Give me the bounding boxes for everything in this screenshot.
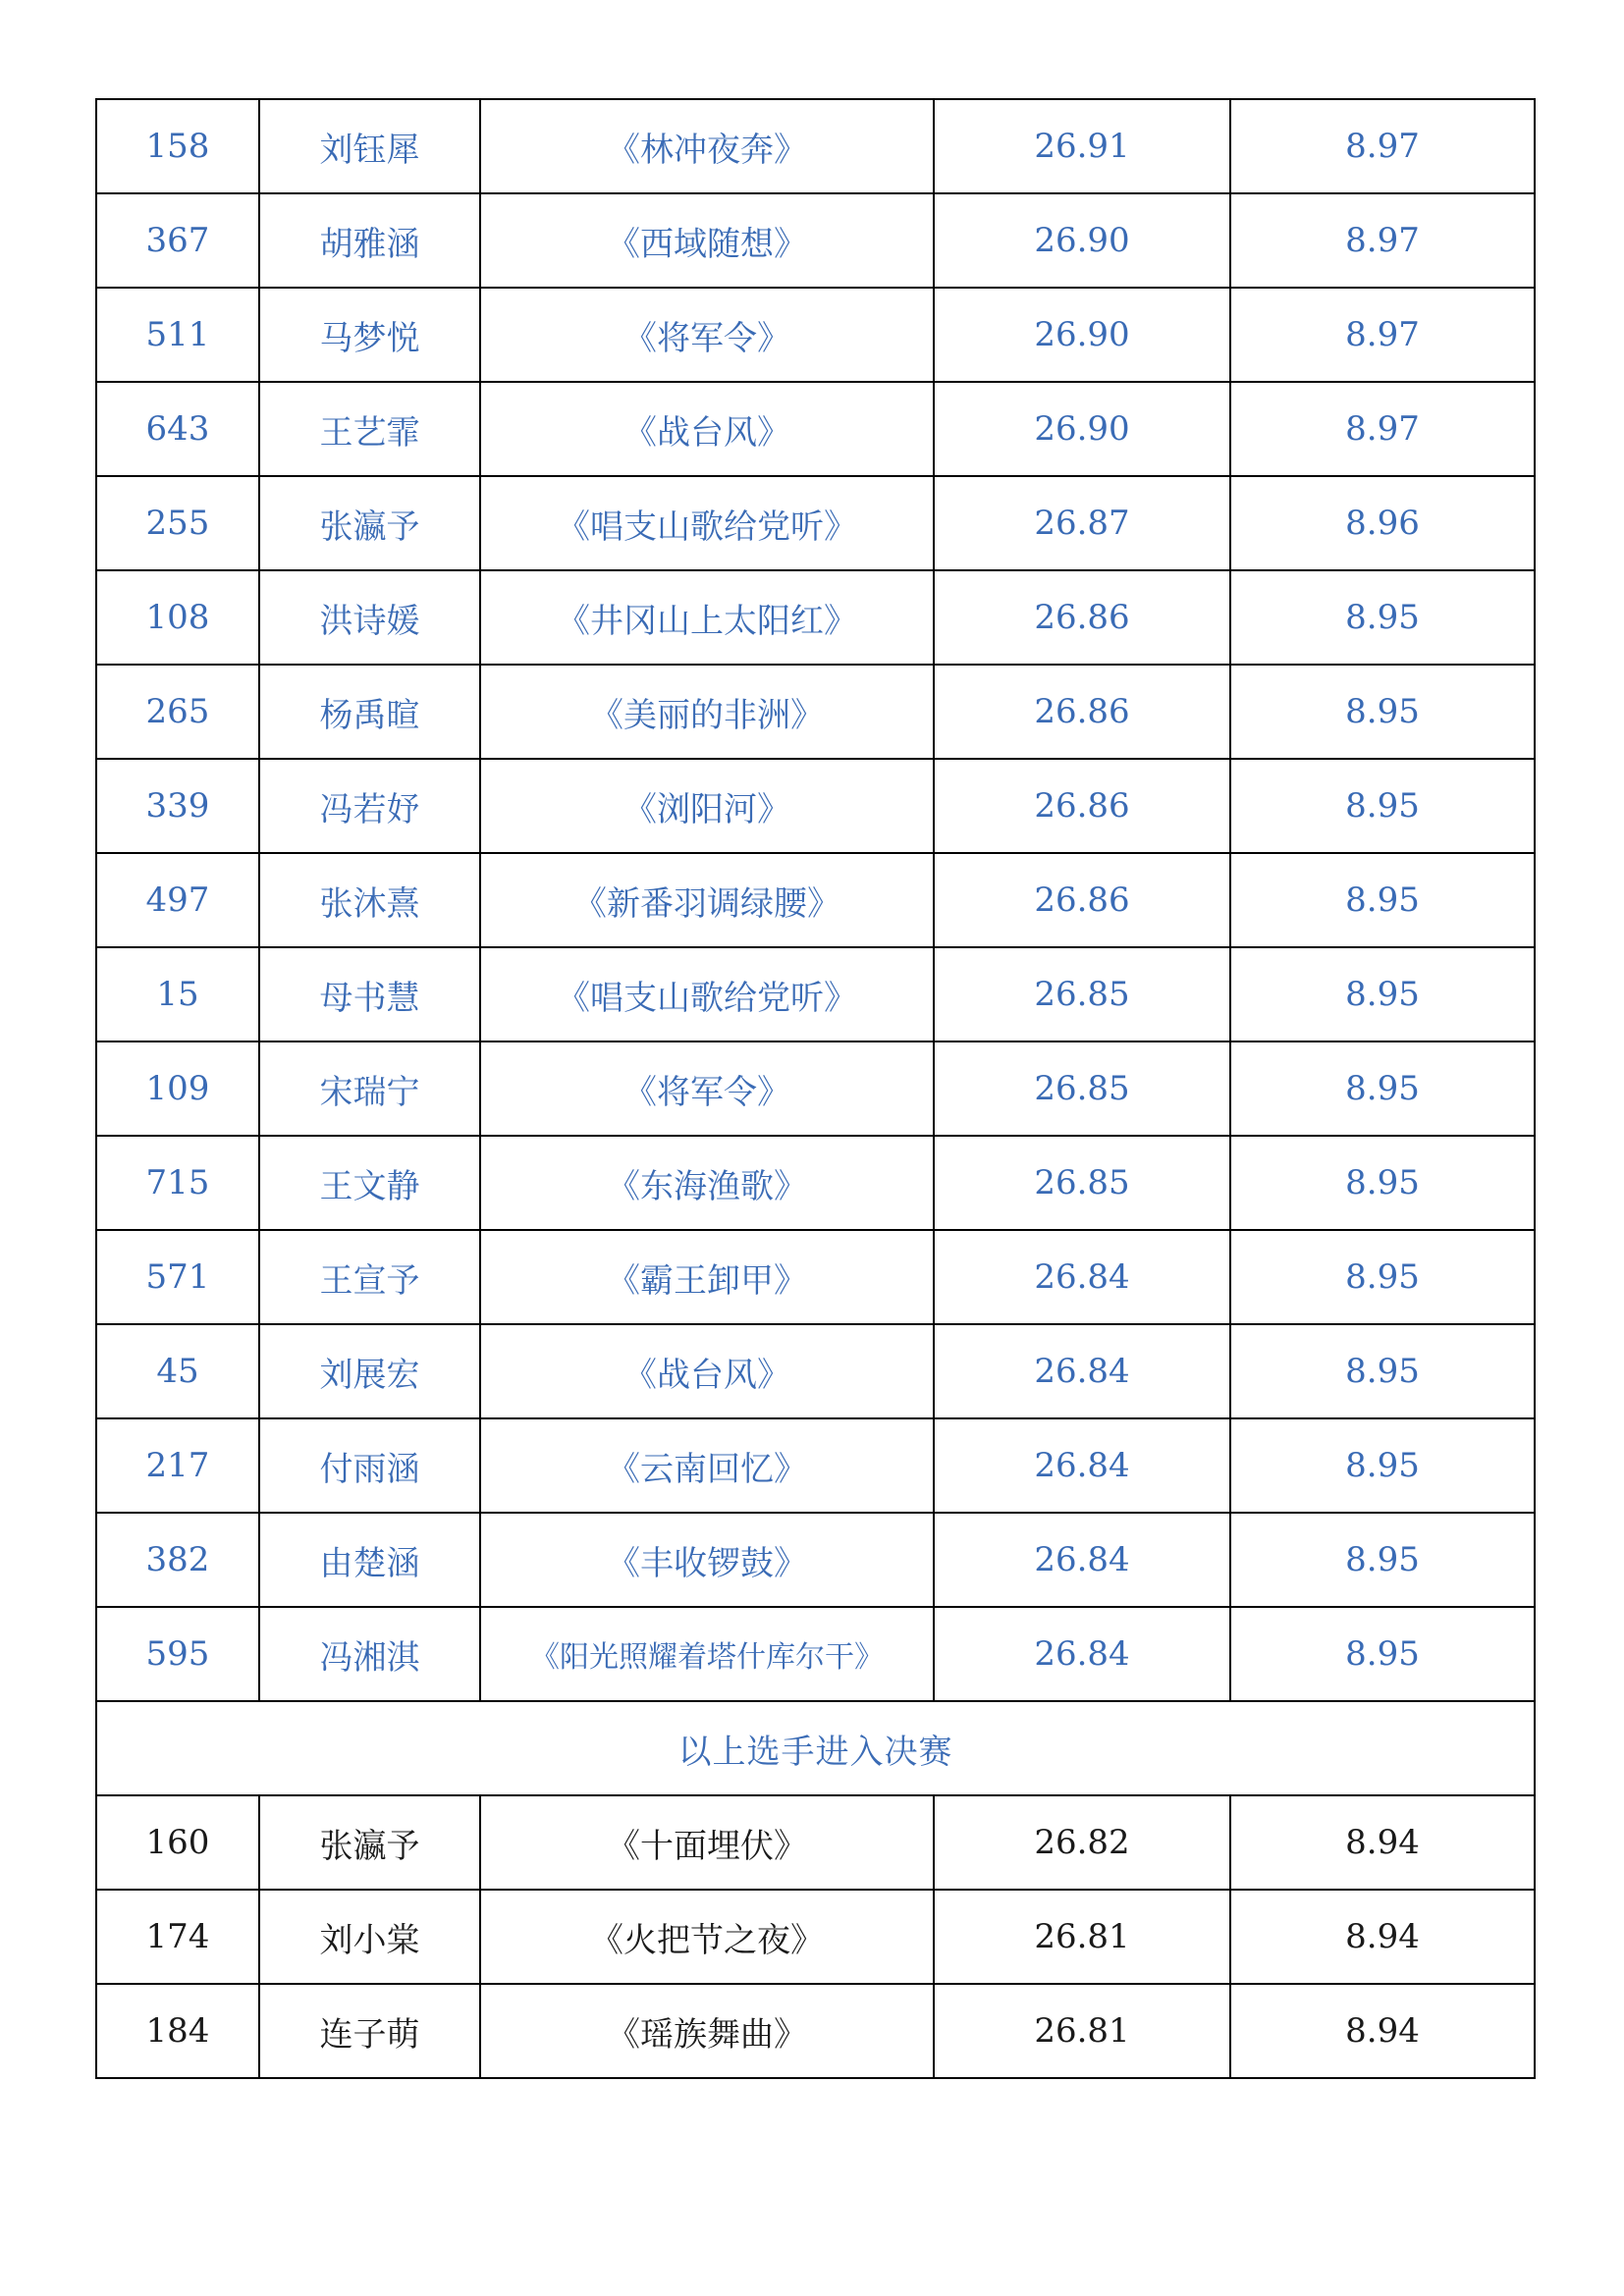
piece-title-cell: 《丰收锣鼓》 bbox=[480, 1513, 934, 1607]
piece-title-cell: 《战台风》 bbox=[480, 1324, 934, 1418]
piece-title-cell: 《火把节之夜》 bbox=[480, 1890, 934, 1984]
entry-number-cell: 595 bbox=[96, 1607, 259, 1701]
average-score-cell: 8.95 bbox=[1230, 1418, 1535, 1513]
contestant-name-cell: 洪诗媛 bbox=[259, 570, 480, 665]
piece-title-cell: 《将军令》 bbox=[480, 1041, 934, 1136]
table-row bbox=[96, 947, 1535, 1041]
total-score-cell: 26.91 bbox=[934, 99, 1230, 193]
total-score-cell: 26.84 bbox=[934, 1418, 1230, 1513]
average-score-cell: 8.95 bbox=[1230, 1041, 1535, 1136]
entry-number-cell: 511 bbox=[96, 288, 259, 382]
entry-number-cell: 497 bbox=[96, 853, 259, 947]
entry-number-cell: 15 bbox=[96, 947, 259, 1041]
average-score-cell: 8.95 bbox=[1230, 665, 1535, 759]
entry-number-cell: 367 bbox=[96, 193, 259, 288]
contestant-name-cell: 宋瑞宁 bbox=[259, 1041, 480, 1136]
average-score-cell: 8.94 bbox=[1230, 1795, 1535, 1890]
entry-number-cell: 160 bbox=[96, 1795, 259, 1890]
contestant-name-cell: 连子萌 bbox=[259, 1984, 480, 2078]
contestant-name-cell: 杨禹暄 bbox=[259, 665, 480, 759]
total-score-cell: 26.82 bbox=[934, 1795, 1230, 1890]
entry-number-cell: 382 bbox=[96, 1513, 259, 1607]
total-score-cell: 26.90 bbox=[934, 382, 1230, 476]
table-row bbox=[96, 1607, 1535, 1701]
total-score-cell: 26.90 bbox=[934, 193, 1230, 288]
average-score-cell: 8.97 bbox=[1230, 99, 1535, 193]
entry-number-cell: 715 bbox=[96, 1136, 259, 1230]
results-table-body bbox=[96, 99, 1535, 2078]
total-score-cell: 26.84 bbox=[934, 1607, 1230, 1701]
table-row bbox=[96, 193, 1535, 288]
contestant-name-cell: 王文静 bbox=[259, 1136, 480, 1230]
piece-title-cell: 《新番羽调绿腰》 bbox=[480, 853, 934, 947]
entry-number-cell: 158 bbox=[96, 99, 259, 193]
table-row bbox=[96, 288, 1535, 382]
entry-number-cell: 643 bbox=[96, 382, 259, 476]
contestant-name-cell: 由楚涵 bbox=[259, 1513, 480, 1607]
table-row bbox=[96, 1795, 1535, 1890]
table-row bbox=[96, 476, 1535, 570]
table-row bbox=[96, 665, 1535, 759]
piece-title-cell: 《唱支山歌给党听》 bbox=[480, 476, 934, 570]
piece-title-cell: 《林冲夜奔》 bbox=[480, 99, 934, 193]
average-score-cell: 8.95 bbox=[1230, 1607, 1535, 1701]
table-row bbox=[96, 1418, 1535, 1513]
contestant-name-cell: 王宣予 bbox=[259, 1230, 480, 1324]
total-score-cell: 26.86 bbox=[934, 665, 1230, 759]
average-score-cell: 8.96 bbox=[1230, 476, 1535, 570]
total-score-cell: 26.90 bbox=[934, 288, 1230, 382]
entry-number-cell: 184 bbox=[96, 1984, 259, 2078]
piece-title-cell: 《瑶族舞曲》 bbox=[480, 1984, 934, 2078]
contestant-name-cell: 刘小棠 bbox=[259, 1890, 480, 1984]
average-score-cell: 8.95 bbox=[1230, 759, 1535, 853]
piece-title-cell: 《霸王卸甲》 bbox=[480, 1230, 934, 1324]
table-row bbox=[96, 570, 1535, 665]
table-row bbox=[96, 759, 1535, 853]
average-score-cell: 8.97 bbox=[1230, 193, 1535, 288]
average-score-cell: 8.95 bbox=[1230, 1230, 1535, 1324]
piece-title-cell: 《将军令》 bbox=[480, 288, 934, 382]
average-score-cell: 8.95 bbox=[1230, 570, 1535, 665]
entry-number-cell: 174 bbox=[96, 1890, 259, 1984]
contestant-name-cell: 刘钰犀 bbox=[259, 99, 480, 193]
piece-title-cell: 《战台风》 bbox=[480, 382, 934, 476]
contestant-name-cell: 张沐熹 bbox=[259, 853, 480, 947]
contestant-name-cell: 冯湘淇 bbox=[259, 1607, 480, 1701]
total-score-cell: 26.84 bbox=[934, 1324, 1230, 1418]
entry-number-cell: 571 bbox=[96, 1230, 259, 1324]
average-score-cell: 8.95 bbox=[1230, 1513, 1535, 1607]
contestant-name-cell: 胡雅涵 bbox=[259, 193, 480, 288]
total-score-cell: 26.84 bbox=[934, 1230, 1230, 1324]
entry-number-cell: 45 bbox=[96, 1324, 259, 1418]
table-row bbox=[96, 1136, 1535, 1230]
table-row bbox=[96, 1513, 1535, 1607]
average-score-cell: 8.97 bbox=[1230, 382, 1535, 476]
average-score-cell: 8.95 bbox=[1230, 947, 1535, 1041]
piece-title-cell: 《浏阳河》 bbox=[480, 759, 934, 853]
average-score-cell: 8.94 bbox=[1230, 1984, 1535, 2078]
total-score-cell: 26.85 bbox=[934, 1041, 1230, 1136]
total-score-cell: 26.85 bbox=[934, 947, 1230, 1041]
entry-number-cell: 339 bbox=[96, 759, 259, 853]
table-row bbox=[96, 1890, 1535, 1984]
piece-title-cell: 《东海渔歌》 bbox=[480, 1136, 934, 1230]
results-table bbox=[95, 98, 1536, 2079]
table-row bbox=[96, 1324, 1535, 1418]
table-row bbox=[96, 1041, 1535, 1136]
contestant-name-cell: 付雨涵 bbox=[259, 1418, 480, 1513]
average-score-cell: 8.97 bbox=[1230, 288, 1535, 382]
average-score-cell: 8.94 bbox=[1230, 1890, 1535, 1984]
table-row bbox=[96, 1984, 1535, 2078]
total-score-cell: 26.86 bbox=[934, 570, 1230, 665]
piece-title-cell: 《美丽的非洲》 bbox=[480, 665, 934, 759]
total-score-cell: 26.84 bbox=[934, 1513, 1230, 1607]
contestant-name-cell: 王艺霏 bbox=[259, 382, 480, 476]
finalists-note-row bbox=[96, 1701, 1535, 1795]
piece-title-cell: 《云南回忆》 bbox=[480, 1418, 934, 1513]
table-row bbox=[96, 1230, 1535, 1324]
total-score-cell: 26.86 bbox=[934, 853, 1230, 947]
entry-number-cell: 255 bbox=[96, 476, 259, 570]
average-score-cell: 8.95 bbox=[1230, 1136, 1535, 1230]
contestant-name-cell: 张瀛予 bbox=[259, 476, 480, 570]
contestant-name-cell: 马梦悦 bbox=[259, 288, 480, 382]
total-score-cell: 26.86 bbox=[934, 759, 1230, 853]
piece-title-cell: 《西域随想》 bbox=[480, 193, 934, 288]
total-score-cell: 26.85 bbox=[934, 1136, 1230, 1230]
total-score-cell: 26.81 bbox=[934, 1984, 1230, 2078]
entry-number-cell: 109 bbox=[96, 1041, 259, 1136]
average-score-cell: 8.95 bbox=[1230, 1324, 1535, 1418]
total-score-cell: 26.87 bbox=[934, 476, 1230, 570]
table-row bbox=[96, 853, 1535, 947]
piece-title-cell: 《阳光照耀着塔什库尔干》 bbox=[480, 1607, 934, 1701]
entry-number-cell: 108 bbox=[96, 570, 259, 665]
table-row bbox=[96, 382, 1535, 476]
entry-number-cell: 217 bbox=[96, 1418, 259, 1513]
contestant-name-cell: 张瀛予 bbox=[259, 1795, 480, 1890]
finalists-note: 以上选手进入决赛 bbox=[96, 1701, 1535, 1795]
entry-number-cell: 265 bbox=[96, 665, 259, 759]
piece-title-cell: 《唱支山歌给党听》 bbox=[480, 947, 934, 1041]
piece-title-cell: 《井冈山上太阳红》 bbox=[480, 570, 934, 665]
contestant-name-cell: 冯若妤 bbox=[259, 759, 480, 853]
piece-title-cell: 《十面埋伏》 bbox=[480, 1795, 934, 1890]
average-score-cell: 8.95 bbox=[1230, 853, 1535, 947]
contestant-name-cell: 母书慧 bbox=[259, 947, 480, 1041]
contestant-name-cell: 刘展宏 bbox=[259, 1324, 480, 1418]
table-row bbox=[96, 99, 1535, 193]
total-score-cell: 26.81 bbox=[934, 1890, 1230, 1984]
